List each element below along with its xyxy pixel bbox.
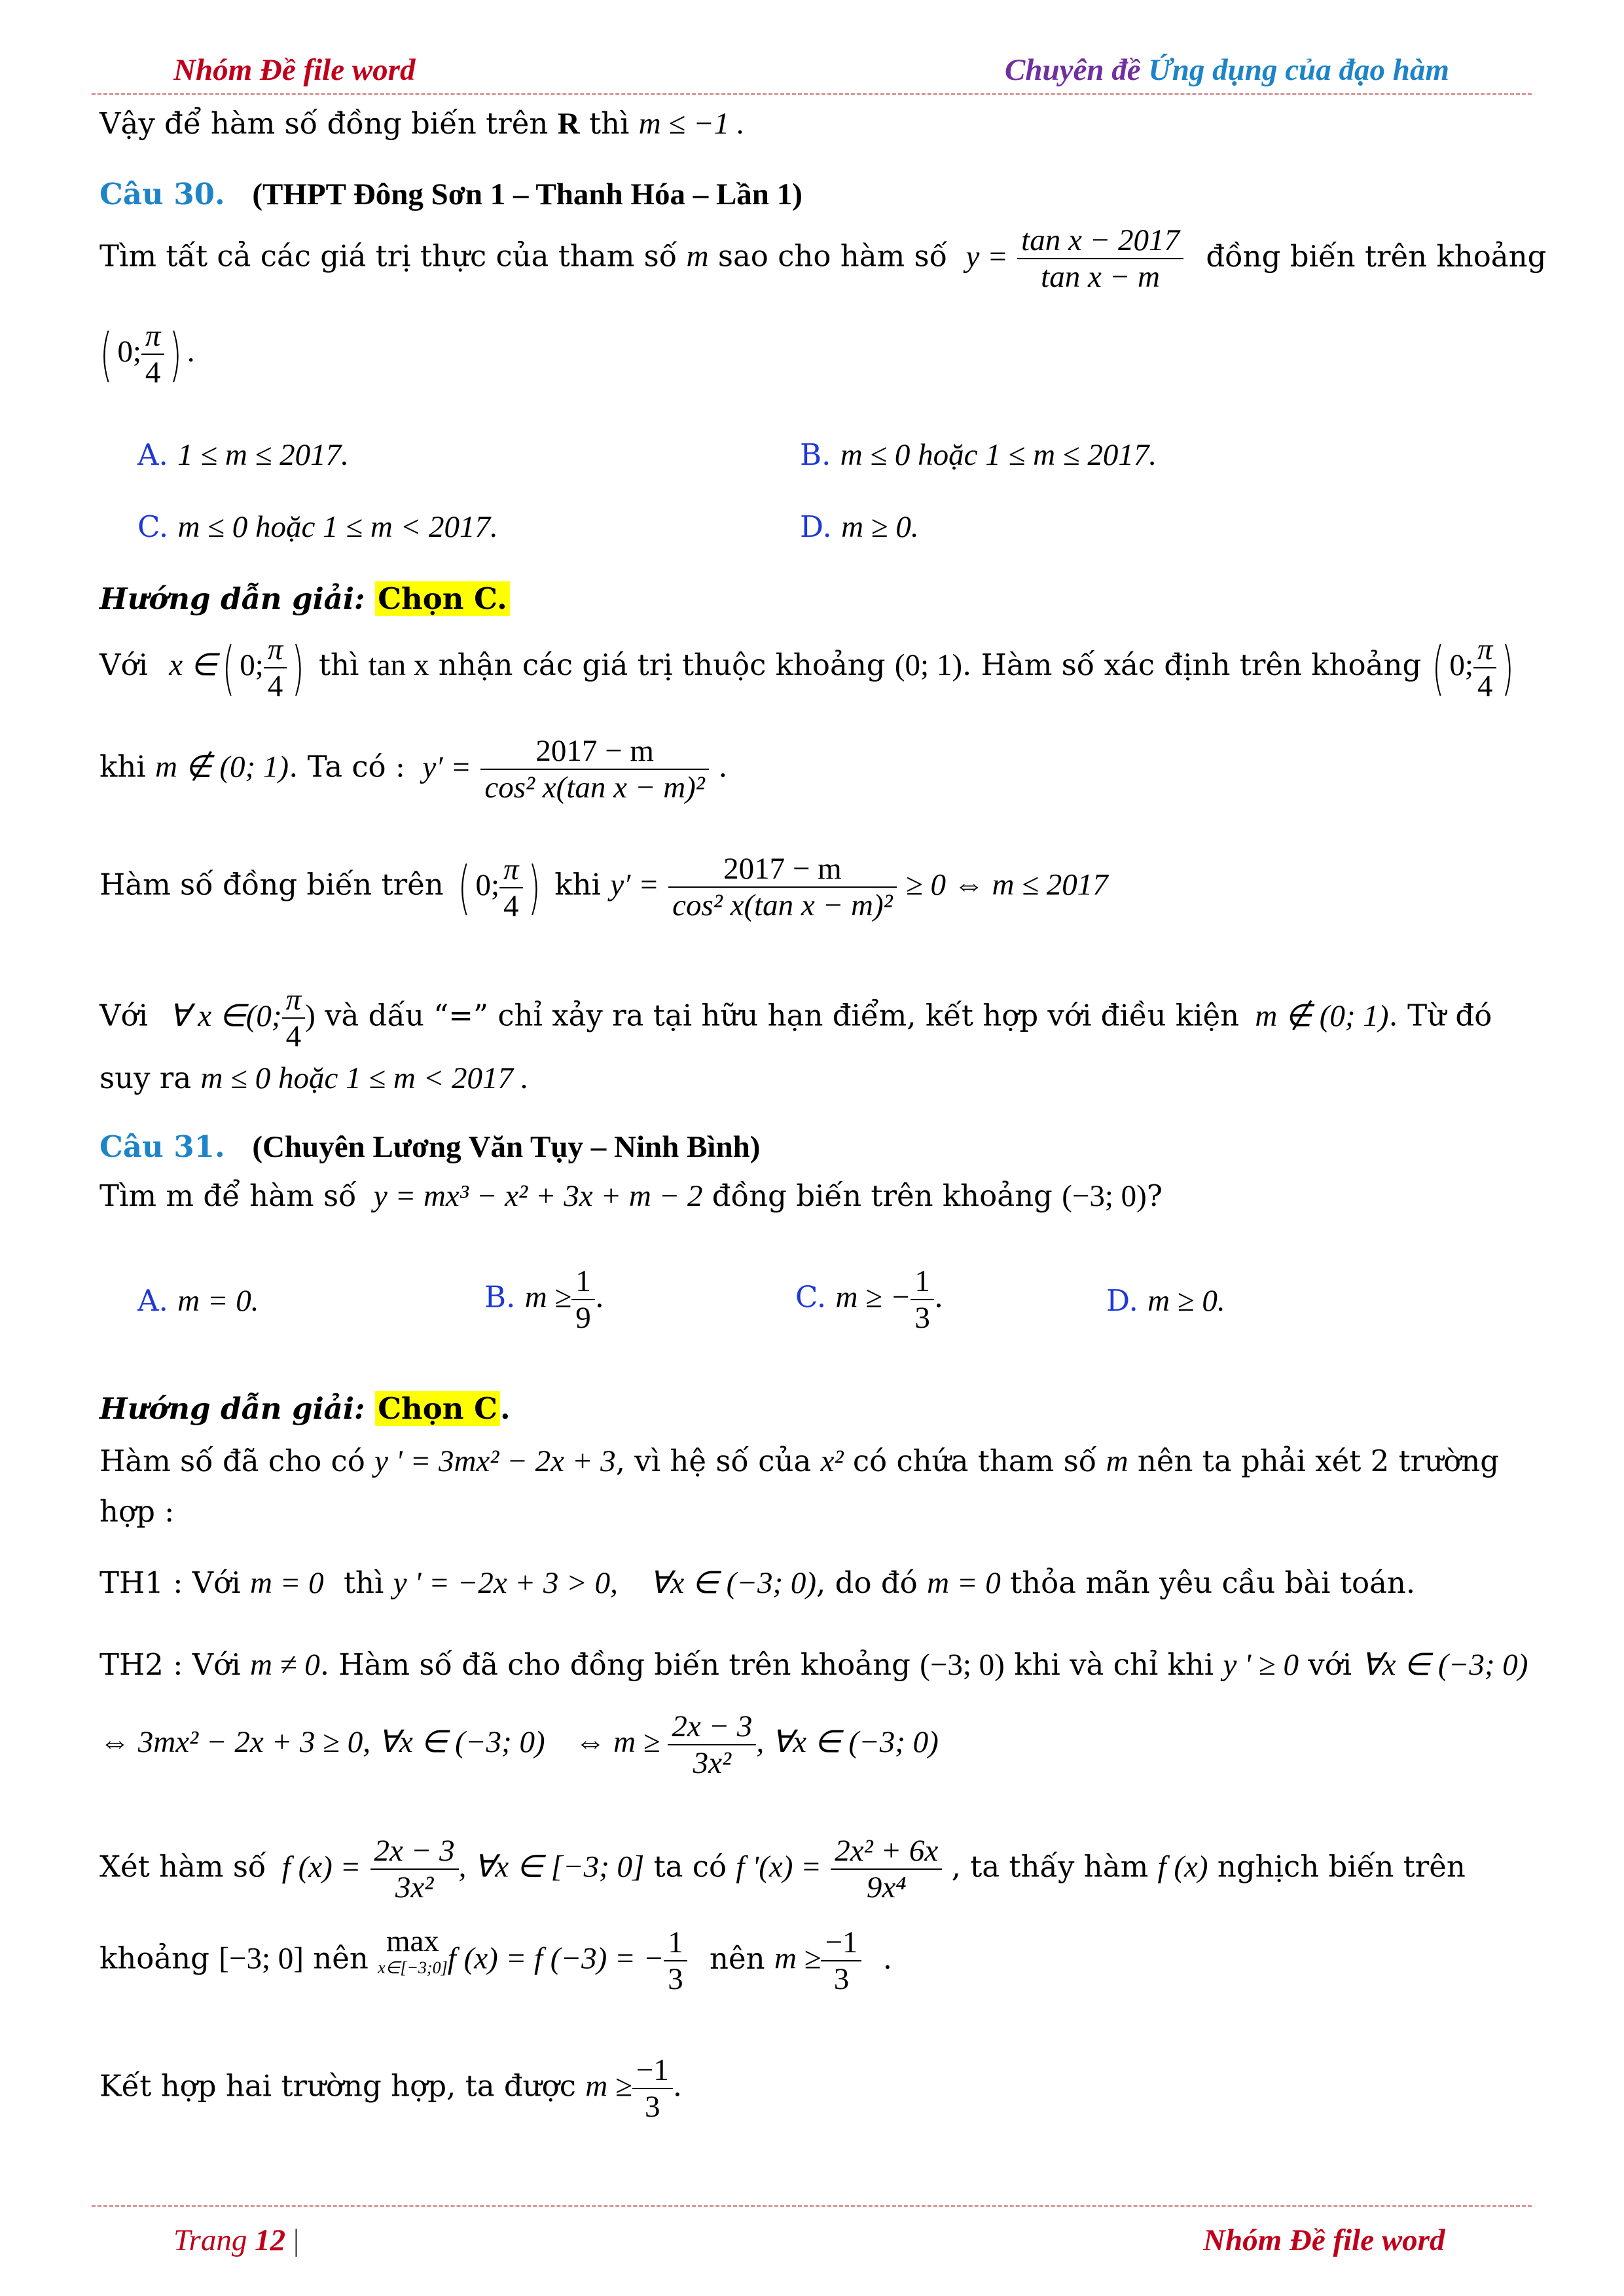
q31-option-d-text: m ≥ 0. <box>1147 1284 1225 1318</box>
q31-guide-label: Hướng dẫn giải: <box>99 1391 365 1426</box>
q30-sol3-num: 2017 − m <box>668 851 897 888</box>
header-right-suffix: Ứng dụng của đạo hàm <box>1148 53 1449 87</box>
q31-th2-a: TH2 : Với <box>99 1647 241 1682</box>
q30-option-b-text: m ≤ 0 hoặc 1 ≤ m ≤ 2017. <box>840 438 1157 472</box>
q31-kh-a: khoảng <box>99 1941 209 1976</box>
q30-sol4-d: và dấu “=” chỉ xảy ra tại hữu hạn điểm, kết hợp với điều kiện <box>325 998 1240 1033</box>
q30-stem-b: sao cho hàm số <box>717 238 948 274</box>
q30-sol3-pi: π <box>499 852 523 888</box>
q31-final <box>99 2052 682 2124</box>
q31-xet-frac2 <box>831 1833 942 1905</box>
q30-stem-c: đồng biến trên khoảng <box>1206 238 1547 274</box>
footer-separator: | <box>293 2223 300 2257</box>
q31-l1-a: Hàm số đã cho có <box>99 1444 365 1478</box>
q30-sol3-c: ≥ 0 ⇔ m ≤ 2017 <box>906 867 1108 902</box>
q30-sol1-c: nhận các giá trị thuộc khoảng <box>438 647 886 682</box>
q31-xet-e: nghịch biến trên <box>1217 1849 1466 1884</box>
q30-pi: π <box>141 318 165 355</box>
q30-sol1-b: thì <box>318 647 359 682</box>
q30-option-c[interactable] <box>137 509 498 545</box>
q31-l1-m: m <box>1106 1444 1128 1478</box>
q30-sol5-m: m ≤ 0 hoặc 1 ≤ m < 2017 . <box>200 1061 529 1095</box>
q31-final-e: . <box>672 2068 683 2104</box>
q31-option-c-frac <box>911 1264 934 1336</box>
q30-interval: ( 0; $\frac{\pi}{4}$ ) . <box>99 319 195 390</box>
q31-kh-den: 3 <box>668 1962 683 1997</box>
q30-stem-a: Tìm tất cả các giá trị thực của tham số <box>99 238 677 274</box>
q31-answer: Chọn C <box>375 1391 500 1426</box>
q30-sol1-tan: tan x <box>368 647 429 682</box>
q31-xet-d: , ta thấy hàm <box>951 1849 1149 1884</box>
intro-cond: m ≤ −1 . <box>638 107 745 141</box>
q31-option-b-post: . <box>594 1279 604 1315</box>
q30-sol4-c: ) <box>305 998 316 1033</box>
footer-divider <box>92 2205 1532 2207</box>
q31-kh-b: nên <box>313 1941 369 1976</box>
q30-sol3-b: khi <box>554 867 601 902</box>
q30-option-d-letter: D. <box>800 509 832 544</box>
header-left: Nhóm Đề file word <box>173 53 416 87</box>
q30-sol1-interval: ( 0; $\frac{\pi}{4}$ ) <box>1432 632 1515 704</box>
header-divider <box>92 93 1532 95</box>
q31-th2-b: . Hàm số đã cho đồng biến trên khoảng <box>319 1647 911 1682</box>
q31-l1-d: nên ta phải xét 2 trường <box>1137 1444 1500 1478</box>
q31-option-c-num: 1 <box>911 1264 934 1300</box>
q30-deriv-frac <box>480 733 709 805</box>
q31-interval: (−3; 0) <box>1062 1179 1147 1213</box>
q30-sol1-x: x ∈ <box>169 647 217 682</box>
q31-final-frac <box>632 2052 673 2124</box>
q30-sol-line4 <box>99 982 1492 1054</box>
q31-option-c-letter: C. <box>795 1279 827 1315</box>
q31-kh-frac2 <box>821 1925 861 1997</box>
q31-xet <box>99 1833 1466 1905</box>
q31-l1-c: có chứa tham số <box>852 1444 1097 1478</box>
q30-sol4-e: . Từ đó <box>1388 998 1492 1033</box>
intro-line <box>99 106 745 141</box>
q31-eq-den: 3x² <box>693 1746 732 1781</box>
q31-th1-m: m = 0 <box>249 1566 324 1600</box>
q30-sol3-a: Hàm số đồng biến trên <box>99 867 444 902</box>
q31-option-c-pre: m ≥ − <box>835 1280 911 1315</box>
q31-xet-fp: f '(x) = <box>736 1850 821 1884</box>
q30-guide-label: Hướng dẫn giải: <box>99 581 365 616</box>
q31-kh-m: m ≥ <box>774 1941 821 1976</box>
q31-xet-den2: 9x⁴ <box>866 1870 907 1905</box>
q30-sol4-pi: π <box>282 982 306 1019</box>
q30-option-d[interactable] <box>800 509 919 545</box>
q31-final-den: 3 <box>645 2090 660 2124</box>
q31-option-d[interactable] <box>1106 1283 1225 1319</box>
q30-option-b[interactable] <box>800 437 1157 473</box>
q30-y-eq: y = <box>965 239 1008 274</box>
q31-qmark: ? <box>1146 1178 1163 1213</box>
footer-right: Nhóm Đề file word <box>1203 2223 1445 2257</box>
q31-th1-m2: m = 0 <box>927 1566 1001 1600</box>
q31-equivalence <box>99 1709 939 1781</box>
q31-th1-forall: ∀x ∈ (−3; 0) <box>649 1566 817 1600</box>
q31-xet-frac <box>370 1833 459 1905</box>
q31-xet-num2: 2x² + 6x <box>831 1833 942 1870</box>
q30-sol4-four: 4 <box>285 1019 302 1054</box>
q30-sol4-a: Với <box>99 998 148 1033</box>
q31-l2-text: hợp : <box>99 1494 175 1529</box>
q31-option-c-den: 3 <box>914 1301 930 1336</box>
q30-option-c-text: m ≤ 0 hoặc 1 ≤ m < 2017. <box>177 510 498 544</box>
q31-source: (Chuyên Lương Văn Tụy – Ninh Bình) <box>252 1130 761 1164</box>
q31-option-d-letter: D. <box>1106 1283 1138 1318</box>
q30-sol1-four: 4 <box>267 669 283 704</box>
q31-eq-c: , ∀x ∈ (−3; 0) <box>756 1724 939 1759</box>
q31-stem-a: Tìm m để hàm số <box>99 1178 357 1213</box>
q31-kh-frac <box>664 1925 687 1997</box>
q30-sol1-int: (0; 1) <box>894 647 963 682</box>
q31-l1-x2: x² <box>820 1444 844 1478</box>
q30-sol4-m: m ∉ (0; 1) <box>1255 998 1389 1033</box>
q30-option-a[interactable] <box>137 437 349 473</box>
q30-sol1-pi: π <box>264 632 287 668</box>
q30-answer: Chọn C. <box>375 581 510 616</box>
q30-sol-line3: Hàm số đồng biến trên ( 0; $\frac{\pi}{4}$ ) khi y′ = $\frac{2017 - m}{\text{cos² x(tan x − m)²}}$ ≥ 0 ⇔ m ≤ 2017 <box>99 852 1108 923</box>
q31-func: y = mx³ − x² + 3x + m − 2 <box>373 1179 703 1213</box>
q31-xet-den: 3x² <box>395 1870 434 1905</box>
q31-xet-a: Xét hàm số <box>99 1849 266 1884</box>
q30-sol3-den: cos² x(tan x − m)² <box>672 888 893 923</box>
q31-eq-a: ⇔ 3mx² − 2x + 3 ≥ 0, ∀x ∈ (−3; 0) <box>99 1724 545 1759</box>
q31-th2-m: m ≠ 0 <box>249 1648 320 1682</box>
q31-th2-forall: ∀x ∈ (−3; 0) <box>1361 1648 1528 1682</box>
q30-interval-left: 0; <box>117 334 141 369</box>
q30-source: (THPT Đông Sơn 1 – Thanh Hóa – Lần 1) <box>252 177 803 211</box>
q30-sol2-b: . Ta có : <box>289 749 406 784</box>
q31-kh-c: f (x) = f (−3) = − <box>447 1941 664 1976</box>
q31-kh-max: max <box>386 1924 439 1958</box>
q31-th2-y: y ' ≥ 0 <box>1223 1648 1299 1682</box>
intro-text: Vậy để hàm số đồng biến trên <box>99 106 549 141</box>
q31-kh-int: [−3; 0] <box>219 1941 304 1976</box>
q30-sol1b-pi: π <box>1473 632 1497 668</box>
footer-page-prefix: Trang <box>173 2223 247 2257</box>
q31-kh-sub: x∈[−3;0] <box>378 1958 448 1977</box>
q31-option-a-letter: A. <box>137 1283 168 1318</box>
q31-th2-c: khi và chỉ khi <box>1014 1647 1214 1682</box>
q31-final-num: −1 <box>632 2052 673 2089</box>
q31-heading <box>99 1129 760 1165</box>
q30-stem <box>99 223 1546 295</box>
header-right <box>1005 52 1449 88</box>
q31-label: Câu 31. <box>99 1129 225 1164</box>
q31-th1 <box>99 1565 1415 1601</box>
q31-l1-y: y ' = 3mx² − 2x + 3 <box>374 1444 616 1478</box>
q30-sol1-d: . Hàm số xác định trên khoảng <box>962 647 1422 682</box>
q31-guide <box>99 1391 511 1426</box>
q31-xet-f2: f (x) <box>1157 1850 1208 1884</box>
q31-th2 <box>99 1647 1528 1683</box>
q30-sol2-end: . <box>718 749 728 784</box>
q30-option-d-text: m ≥ 0. <box>841 510 919 544</box>
q31-xet-f: f (x) = <box>281 1850 361 1884</box>
q31-line2 <box>99 1494 174 1529</box>
q31-option-b-pre: m ≥ <box>524 1280 572 1315</box>
q30-option-b-letter: B. <box>800 437 831 472</box>
q31-option-b-letter: B. <box>484 1279 516 1315</box>
q30-interval-frac <box>141 318 165 390</box>
q30-sol-line2 <box>99 733 728 805</box>
q30-guide <box>99 581 510 616</box>
q30-sol5-text: suy ra <box>99 1061 192 1095</box>
header-right-prefix: Chuyên đề <box>1005 53 1149 87</box>
q30-deriv-den: cos² x(tan x − m)² <box>484 771 705 805</box>
q30-sol1b-four: 4 <box>1477 669 1493 704</box>
q31-answer-dot: . <box>499 1391 511 1426</box>
q31-option-b-num: 1 <box>571 1264 595 1300</box>
q30-sol3-four: 4 <box>503 888 519 923</box>
intro-then: thì <box>588 106 630 141</box>
q31-eq-b: ⇔ m ≥ <box>575 1724 660 1759</box>
q31-kh-e: . <box>882 1941 893 1976</box>
q31-xet-b: , ∀x ∈ [−3; 0] <box>458 1850 645 1884</box>
q31-final-m: m ≥ <box>585 2069 632 2104</box>
q31-option-b-frac <box>571 1264 595 1336</box>
q31-th1-d: thỏa mãn yêu cầu bài toán. <box>1010 1565 1416 1600</box>
footer-page <box>173 2223 299 2258</box>
q30-frac-den: tan x − m <box>1041 260 1160 295</box>
q31-option-b-den: 9 <box>575 1301 591 1336</box>
q31-option-a[interactable] <box>137 1283 259 1319</box>
q31-kh-d: nên <box>710 1941 765 1976</box>
q30-stem-m: m <box>686 239 709 274</box>
q31-xet-c: ta có <box>653 1849 727 1884</box>
q31-option-c[interactable] <box>795 1264 943 1336</box>
q31-th1-y: y ' = −2x + 3 > 0, <box>393 1566 618 1600</box>
q31-xet-num: 2x − 3 <box>370 1833 459 1870</box>
q31-kh-den2: 3 <box>833 1962 850 1997</box>
q30-sol4-b: ∀ x ∈(0; <box>169 998 282 1033</box>
q30-frac-num: tan x − 2017 <box>1017 223 1183 259</box>
q31-th1-c: , do đó <box>816 1565 918 1600</box>
q31-stem <box>99 1178 1163 1214</box>
q30-sol3-y: y′ = <box>610 867 659 902</box>
footer-page-number: 12 <box>255 2223 286 2257</box>
q30-sol2-m: m ∉ (0; 1) <box>154 750 289 784</box>
q31-option-b[interactable] <box>484 1264 604 1336</box>
q31-final-a: Kết hợp hai trường hợp, ta được <box>99 2068 576 2104</box>
q30-label: Câu 30. <box>99 177 225 211</box>
q31-option-c-post: . <box>933 1279 944 1315</box>
q30-heading <box>99 177 803 212</box>
q30-deriv-num: 2017 − m <box>480 733 709 770</box>
q30-sol1-a: Với <box>99 647 148 682</box>
q31-kh-num2: −1 <box>821 1925 861 1961</box>
q30-option-a-text: 1 ≤ m ≤ 2017. <box>177 438 349 472</box>
q30-fraction <box>1017 223 1183 295</box>
q31-option-a-text: m = 0. <box>177 1284 259 1318</box>
q31-eq-frac <box>668 1709 756 1781</box>
q30-option-c-letter: C. <box>137 509 169 544</box>
q30-sol-line1: Với x ∈( 0; $\frac{\pi}{4}$ ) thì tan x nhận các giá trị thuộc khoảng (0; 1). Hàm số xác định trên khoảng <box>99 632 1422 704</box>
q30-sol2-y: y′ = <box>422 750 472 784</box>
q31-stem-b: đồng biến trên khoảng <box>712 1178 1053 1213</box>
q31-th2-d: với <box>1308 1647 1352 1682</box>
q31-l1-b: , vì hệ số của <box>615 1444 812 1478</box>
q30-sol2-a: khi <box>99 749 146 784</box>
q31-eq-num: 2x − 3 <box>668 1709 756 1745</box>
q31-th1-a: TH1 : Với <box>99 1565 241 1600</box>
q30-option-a-letter: A. <box>137 437 168 472</box>
q31-line1 <box>99 1444 1499 1479</box>
q30-sol-line5 <box>99 1061 529 1096</box>
q30-four: 4 <box>145 355 161 390</box>
q31-khoang <box>99 1925 892 1997</box>
q31-th1-b: thì <box>343 1565 384 1600</box>
q31-kh-num: 1 <box>664 1925 687 1961</box>
intro-set: R <box>557 107 580 141</box>
q31-th2-int: (−3; 0) <box>920 1648 1005 1682</box>
